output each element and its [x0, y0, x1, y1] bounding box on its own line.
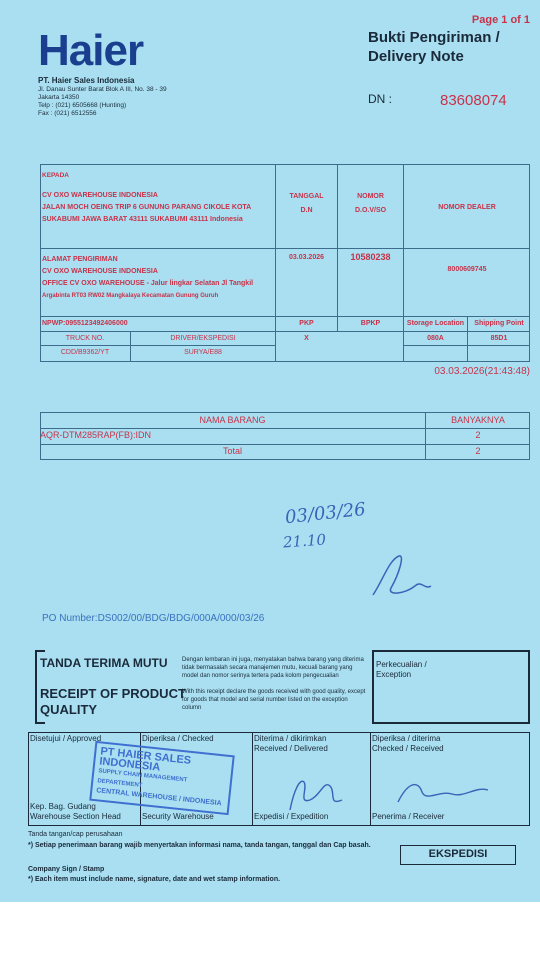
expedition-label: Expedisi / Expedition: [254, 812, 329, 821]
order-number: 10580238: [350, 252, 391, 262]
kepada-label: KEPADA: [42, 172, 69, 179]
driver-header: DRIVER/EKSPEDISI: [170, 335, 236, 342]
footer-note-en: *) Each item must include name, signature, date and wet stamp information.: [28, 876, 281, 883]
copy-label-ekspedisi: EKSPEDISI: [400, 845, 516, 865]
truck-no-header: TRUCK NO.: [65, 335, 105, 342]
receipt-text-id: Dengan lembaran ini juga, menyatakan bahwa barang yang diterima tidak bermasalah secara manajemen mutu, kecuali barang yang model dan nomor serinya tertera pada kolom pengecualian: [182, 657, 364, 679]
security-label: Security Warehouse: [142, 812, 214, 821]
approved-label: Disetujui / Approved: [30, 734, 102, 743]
checked-label: Diperiksa / Checked: [142, 734, 214, 743]
document-title: Bukti Pengiriman / Delivery Note: [368, 29, 500, 65]
driver-name: SURYA/E88: [184, 349, 222, 356]
item-name: AQR-DTM285RAP(FB):IDN: [40, 430, 152, 440]
total-label: Total: [222, 446, 242, 456]
warehouse-head-label: Kep. Bag. Gudang Warehouse Section Head: [30, 802, 121, 821]
dealer-header: NOMOR DEALER: [438, 204, 496, 211]
tanggal-header: TANGGAL D.N: [289, 193, 324, 214]
receiver-signature: [392, 772, 492, 812]
receipt-text-en: With this receipt declare the goods received with good quality, except for goods that model and serial number listed on the exception column: [182, 689, 366, 711]
page-label: Page 1 of 1: [471, 14, 530, 26]
consignee-address: CV OXO WAREHOUSE INDONESIA JALAN MOCH OEING TRIP 6 GUNUNG PARANG CIKOLE KOTA SUKABUMI JAWA BARAT 43111 SUKABUMI 43111 Indonesia: [42, 192, 252, 223]
footer-sign-label: Tanda tangan/cap perusahaan: [28, 831, 123, 838]
receiver-label: Penerima / Receiver: [372, 812, 445, 821]
company-address: Jl. Danau Sunter Barat Blok A III, No. 38 - 39 Jakarta 14350 Telp : (021) 6505668 (Hunting) Fax : (021) 6512556: [38, 86, 167, 117]
dealer-number: 8000609745: [447, 266, 487, 273]
exception-label: Perkecualian / Exception: [376, 660, 427, 679]
storage-location-value: 080A: [427, 335, 444, 342]
checked-received-label: Diperiksa / diterima Checked / Received: [372, 734, 444, 753]
dn-label: DN :: [368, 92, 392, 106]
footer-sign-label-en: Company Sign / Stamp: [28, 866, 105, 873]
receipt-title-en: RECEIPT OF PRODUCT QUALITY: [40, 686, 186, 717]
item-qty: 2: [475, 430, 481, 440]
company-stamp: PT HAIER SALES INDONESIA SUPPLY CHAIN MANAGEMENT DEPARTEMENT CENTRAL WAREHOUSE / INDONESIA: [89, 741, 235, 815]
col-banyaknya: BANYAKNYA: [451, 415, 505, 425]
total-qty: 2: [475, 446, 481, 456]
received-delivered-label: Diterima / dikirimkan Received / Delivered: [254, 734, 328, 753]
handwritten-time: 21.10: [282, 530, 327, 552]
npwp: NPWP:0955123492406000: [42, 320, 128, 327]
print-timestamp: 03.03.2026(21:43:48): [434, 366, 530, 377]
haier-logo: Haier: [38, 26, 144, 75]
bpkp-header: BPKP: [360, 320, 381, 327]
shipping-address: ALAMAT PENGIRIMAN CV OXO WAREHOUSE INDONESIA OFFICE CV OXO WAREHOUSE - Jalur lingkar Selatan Jl Tangkil Argabinta RT03 RW02 Mangkalaya Kecamatan Gunung Guruh: [42, 256, 254, 299]
footer-note-id: *) Setiap penerimaan barang wajib menyertakan informasi nama, tanda tangan, tanggal dan Cap basah.: [28, 842, 371, 849]
delivery-date: 03.03.2026: [288, 254, 325, 261]
handwritten-date: 03/03/26: [284, 498, 367, 529]
pkp-header: PKP: [299, 320, 314, 327]
col-nama-barang: NAMA BARANG: [199, 415, 266, 425]
receipt-title-id: TANDA TERIMA MUTU: [40, 656, 168, 670]
storage-location-header: Storage Location: [406, 320, 465, 327]
shipping-point-header: Shipping Point: [474, 320, 524, 327]
nomor-header: NOMOR D.O.V/SO: [354, 193, 387, 214]
handwritten-signature: [365, 550, 435, 610]
pkp-value: X: [304, 335, 309, 342]
truck-no: CDD/B9362/YT: [60, 349, 110, 356]
company-name: PT. Haier Sales Indonesia: [38, 76, 135, 85]
dn-number: 83608074: [440, 92, 507, 109]
shipping-point-value: 85D1: [490, 335, 508, 342]
expedition-signature: [280, 770, 350, 820]
po-number: PO Number:DS002/00/BDG/BDG/000A/000/03/26: [42, 613, 265, 624]
